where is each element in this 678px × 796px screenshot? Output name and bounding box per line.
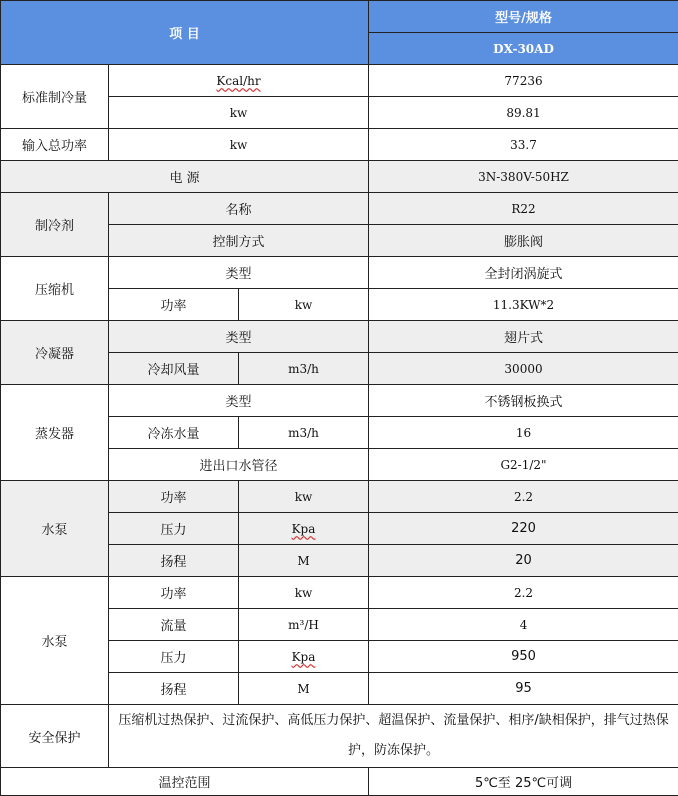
table-row — [1, 129, 678, 161]
table-row — [1, 193, 678, 225]
pump2-head-label: 扬程 — [109, 673, 239, 705]
temp-range-value: 5℃至 25℃可调 — [369, 768, 678, 796]
pump1-power-unit: kw — [239, 481, 369, 513]
pump1-label: 水泵 — [1, 481, 109, 577]
evaporator-water-label: 冷冻水量 — [109, 417, 239, 449]
compressor-power-label: 功率 — [109, 289, 239, 321]
pump1-head-value: 20 — [369, 545, 678, 577]
protection-label: 安全保护 — [1, 705, 109, 768]
pump2-pressure-value: 950 — [369, 641, 678, 673]
input-power-unit: kw — [109, 129, 369, 161]
compressor-type-label: 类型 — [109, 257, 369, 289]
pump2-flow-unit: m³/H — [239, 609, 369, 641]
pump2-flow-value: 4 — [369, 609, 678, 641]
pump1-head-label: 扬程 — [109, 545, 239, 577]
power-supply-value: 3N-380V-50HZ — [369, 161, 678, 193]
evaporator-pipe-value: G2-1/2" — [369, 449, 678, 481]
evaporator-water-value: 16 — [369, 417, 678, 449]
table-row — [1, 257, 678, 289]
condenser-air-unit: m3/h — [239, 353, 369, 385]
cooling-capacity-label: 标准制冷量 — [1, 65, 109, 129]
compressor-label: 压缩机 — [1, 257, 109, 321]
power-supply-label: 电 源 — [1, 161, 369, 193]
cooling-capacity-unit2: kw — [109, 97, 369, 129]
pump2-pressure-label: 压力 — [109, 641, 239, 673]
table-row — [1, 768, 678, 796]
table-row — [1, 321, 678, 353]
condenser-label: 冷凝器 — [1, 321, 109, 385]
header-model-label: 型号/规格 — [369, 1, 678, 33]
refrigerant-control-label: 控制方式 — [109, 225, 369, 257]
temp-range-label: 温控范围 — [1, 768, 369, 796]
table-row — [1, 65, 678, 97]
pump2-label: 水泵 — [1, 577, 109, 705]
pump1-power-value: 2.2 — [369, 481, 678, 513]
table-row — [1, 161, 678, 193]
cooling-capacity-unit1: Kcal/hr — [216, 74, 260, 88]
refrigerant-label: 制冷剂 — [1, 193, 109, 257]
pump2-power-label: 功率 — [109, 577, 239, 609]
input-power-value: 33.7 — [369, 129, 678, 161]
header-row — [1, 1, 678, 33]
header-item: 项 目 — [1, 1, 369, 65]
pump1-pressure-unit: Kpa — [292, 522, 316, 536]
pump1-head-unit: M — [239, 545, 369, 577]
pump1-power-label: 功率 — [109, 481, 239, 513]
refrigerant-control-value: 膨胀阀 — [369, 225, 678, 257]
table-row — [1, 385, 678, 417]
condenser-type-label: 类型 — [109, 321, 369, 353]
pump2-pressure-unit: Kpa — [292, 650, 316, 664]
pump1-pressure-label: 压力 — [109, 513, 239, 545]
condenser-type-value: 翅片式 — [369, 321, 678, 353]
input-power-label: 输入总功率 — [1, 129, 109, 161]
pump2-flow-label: 流量 — [109, 609, 239, 641]
pump2-power-value: 2.2 — [369, 577, 678, 609]
table-row — [1, 705, 678, 768]
evaporator-pipe-label: 进出口水管径 — [109, 449, 369, 481]
evaporator-water-unit: m3/h — [239, 417, 369, 449]
pump2-head-value: 95 — [369, 673, 678, 705]
compressor-type-value: 全封闭涡旋式 — [369, 257, 678, 289]
refrigerant-name-value: R22 — [369, 193, 678, 225]
evaporator-type-value: 不锈钢板换式 — [369, 385, 678, 417]
condenser-air-value: 30000 — [369, 353, 678, 385]
pump2-power-unit: kw — [239, 577, 369, 609]
table-row — [1, 577, 678, 609]
header-model-value: DX-30AD — [369, 33, 678, 65]
protection-value: 压缩机过热保护、过流保护、高低压力保护、超温保护、流量保护、相序/缺相保护，排气过热保护，防冻保护。 — [109, 705, 678, 768]
table-row — [1, 481, 678, 513]
refrigerant-name-label: 名称 — [109, 193, 369, 225]
pump2-head-unit: M — [239, 673, 369, 705]
cooling-capacity-value2: 89.81 — [369, 97, 678, 129]
pump1-pressure-value: 220 — [369, 513, 678, 545]
condenser-air-label: 冷却风量 — [109, 353, 239, 385]
cooling-capacity-value1: 77236 — [369, 65, 678, 97]
evaporator-type-label: 类型 — [109, 385, 369, 417]
compressor-power-unit: kw — [239, 289, 369, 321]
evaporator-label: 蒸发器 — [1, 385, 109, 481]
compressor-power-value: 11.3KW*2 — [369, 289, 678, 321]
